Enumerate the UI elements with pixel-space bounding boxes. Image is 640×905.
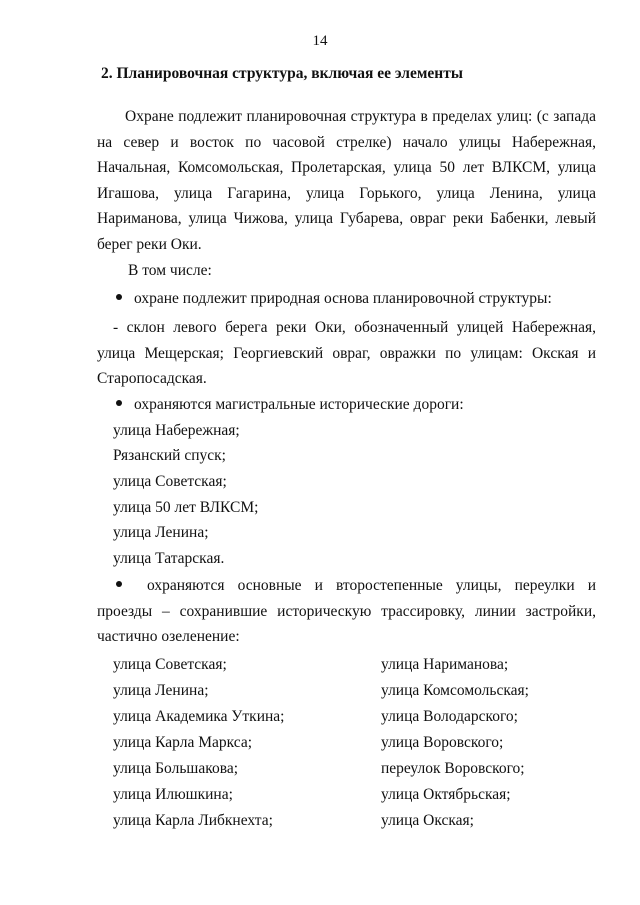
historic-road-item: Рязанский спуск; [113,447,226,464]
historic-road-item: улица Татарская. [113,550,225,567]
slope-paragraph: - склон левого берега реки Оки, обозначенный улицей Набережная, улица Мещерская; Георгиевский овраг, овражки по улицам: Окская и Старопосадская. [97,319,596,388]
bullet-streets-paragraph: охраняются основные и второстепенные улицы, переулки и проезды – сохранившие историческую трассировку, линии застройки, частично озеленение: [97,577,596,646]
street-item-left: улица Карла Либкнехта; [113,812,273,829]
bullet-natural-item [116,286,552,312]
street-item-left: улица Карла Маркса; [113,734,253,751]
historic-road-item: улица Советская; [113,473,227,490]
street-item-right: улица Нариманова; [381,656,509,673]
page-number: 14 [312,33,328,49]
street-item-right: улица Окская; [381,812,474,829]
street-item-left: улица Советская; [113,656,227,673]
historic-road-item: улица Набережная; [113,422,240,439]
bullet-roads-item [116,392,464,418]
section-heading: 2. Планировочная структура, включая ее элементы [101,65,463,82]
bullet-natural-text: охране подлежит природная основа планировочной структуры: [134,290,552,307]
street-item-left: улица Илюшкина; [113,786,233,803]
street-item-right: улица Володарского; [381,708,518,725]
street-item-right: переулок Воровского; [381,760,525,777]
street-item-right: улица Воровского; [381,734,504,751]
street-item-left: улица Ленина; [113,682,209,699]
intro-paragraph: Охране подлежит планировочная структура в пределах улиц: (с запада на север и восток по часовой стрелке) начало улицы Набережная, Начальная, Комсомольская, Пролетарская, улица 50 лет ВЛКСМ, улица Игашова, улица Гагарина, улица Горького, улица Ленина, улица Нариманова, улица Чижова, улица Губарева, овраг реки Бабенки, левый берег реки Оки. [97,108,596,253]
street-item-right: улица Октябрьская; [381,786,511,803]
including-label: В том числе: [128,262,212,279]
bullet-icon [116,294,122,300]
street-item-left: улица Большакова; [113,760,239,777]
historic-road-item: улица 50 лет ВЛКСМ; [113,499,259,516]
historic-road-item: улица Ленина; [113,524,209,541]
street-item-right: улица Комсомольская; [381,682,529,699]
bullet-roads-text: охраняются магистральные исторические дороги: [134,396,464,413]
bullet-icon [116,400,122,406]
street-item-left: улица Академика Уткина; [113,708,285,725]
